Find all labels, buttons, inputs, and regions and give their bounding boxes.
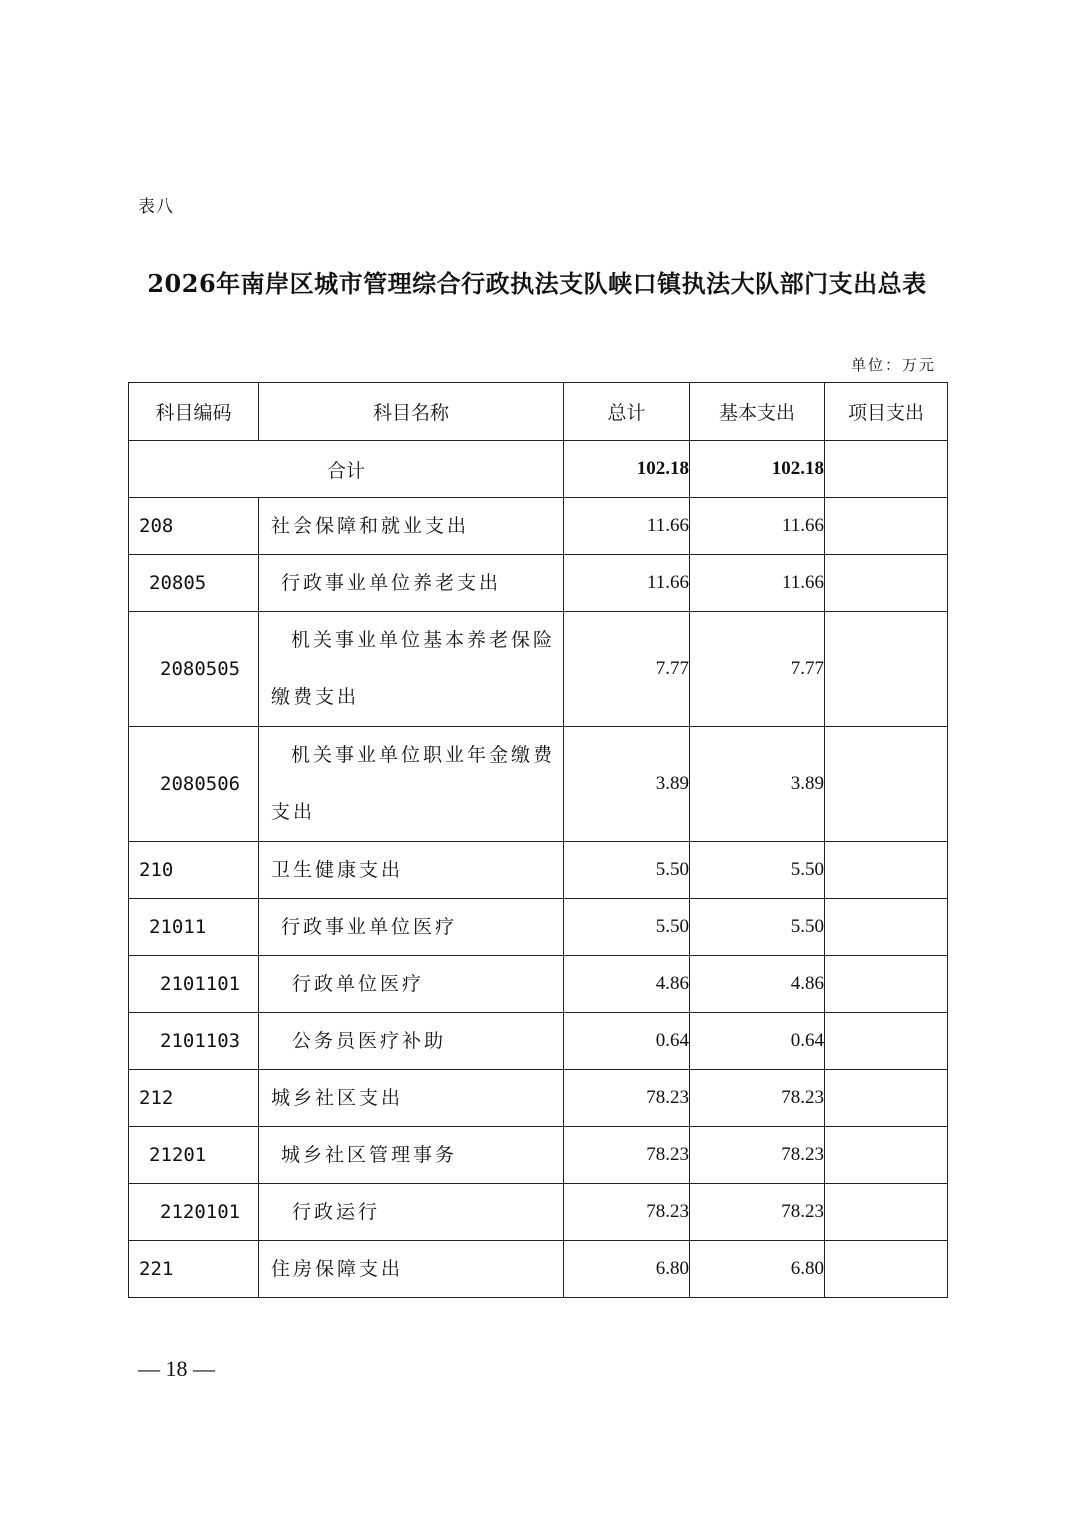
basic-cell: 4.86	[690, 956, 825, 1013]
code-cell: 221	[129, 1241, 259, 1298]
project-cell	[825, 498, 948, 555]
project-cell	[825, 956, 948, 1013]
table-label: 表八	[138, 197, 174, 217]
name-cell: 行政运行	[259, 1184, 564, 1241]
column-header-basic: 基本支出	[690, 383, 825, 441]
name-cell: 机关事业单位职业年金缴费支出	[259, 727, 564, 842]
total-cell: 0.64	[564, 1013, 690, 1070]
total-cell: 78.23	[564, 1070, 690, 1127]
name-cell: 城乡社区管理事务	[259, 1127, 564, 1184]
table-row	[129, 555, 948, 612]
total-cell: 3.89	[564, 727, 690, 842]
basic-cell: 6.80	[690, 1241, 825, 1298]
code-cell: 210	[129, 842, 259, 899]
project-cell	[825, 1070, 948, 1127]
table-row	[129, 1127, 948, 1184]
total-cell: 6.80	[564, 1241, 690, 1298]
code-cell: 208	[129, 498, 259, 555]
table-row	[129, 899, 948, 956]
code-cell: 2120101	[129, 1184, 259, 1241]
total-cell: 4.86	[564, 956, 690, 1013]
project-cell	[825, 612, 948, 727]
name-cell: 社会保障和就业支出	[259, 498, 564, 555]
project-cell	[825, 899, 948, 956]
basic-cell: 11.66	[690, 555, 825, 612]
table-row	[129, 612, 948, 727]
name-cell: 卫生健康支出	[259, 842, 564, 899]
project-cell	[825, 1241, 948, 1298]
table-row	[129, 498, 948, 555]
table-row	[129, 1184, 948, 1241]
total-cell: 78.23	[564, 1127, 690, 1184]
project-cell	[825, 727, 948, 842]
code-cell: 2080505	[129, 612, 259, 727]
column-header-total: 总计	[564, 383, 690, 441]
basic-cell: 78.23	[690, 1184, 825, 1241]
code-cell: 2080506	[129, 727, 259, 842]
project-cell	[825, 842, 948, 899]
code-cell: 21201	[129, 1127, 259, 1184]
name-cell: 行政事业单位医疗	[259, 899, 564, 956]
total-cell: 5.50	[564, 842, 690, 899]
column-header-code: 科目编码	[129, 383, 259, 441]
expenditure-table	[128, 382, 948, 1298]
name-cell: 住房保障支出	[259, 1241, 564, 1298]
name-cell: 机关事业单位基本养老保险缴费支出	[259, 612, 564, 727]
table-row	[129, 842, 948, 899]
table-row	[129, 1013, 948, 1070]
document-title: 2026年南岸区城市管理综合行政执法支队峡口镇执法大队部门支出总表	[147, 269, 927, 298]
total-row	[129, 441, 948, 498]
total-cell: 78.23	[564, 1184, 690, 1241]
name-cell: 行政事业单位养老支出	[259, 555, 564, 612]
page-number: — 18 —	[138, 1356, 215, 1381]
total-cell: 102.18	[564, 441, 690, 498]
basic-cell: 102.18	[690, 441, 825, 498]
basic-cell: 5.50	[690, 842, 825, 899]
total-cell: 11.66	[564, 498, 690, 555]
name-cell: 城乡社区支出	[259, 1070, 564, 1127]
project-cell	[825, 1127, 948, 1184]
header-row	[129, 383, 948, 441]
total-cell: 7.77	[564, 612, 690, 727]
name-cell: 公务员医疗补助	[259, 1013, 564, 1070]
table-row	[129, 1241, 948, 1298]
basic-cell: 0.64	[690, 1013, 825, 1070]
code-cell: 212	[129, 1070, 259, 1127]
table-row	[129, 727, 948, 842]
basic-cell: 78.23	[690, 1070, 825, 1127]
project-cell	[825, 1013, 948, 1070]
basic-cell: 3.89	[690, 727, 825, 842]
project-cell	[825, 441, 948, 498]
total-label: 合计	[129, 441, 564, 498]
basic-cell: 5.50	[690, 899, 825, 956]
column-header-name: 科目名称	[259, 383, 564, 441]
code-cell: 21011	[129, 899, 259, 956]
column-header-project: 项目支出	[825, 383, 948, 441]
table-row	[129, 1070, 948, 1127]
basic-cell: 7.77	[690, 612, 825, 727]
project-cell	[825, 555, 948, 612]
table-row	[129, 956, 948, 1013]
total-cell: 5.50	[564, 899, 690, 956]
basic-cell: 78.23	[690, 1127, 825, 1184]
code-cell: 20805	[129, 555, 259, 612]
project-cell	[825, 1184, 948, 1241]
total-cell: 11.66	[564, 555, 690, 612]
code-cell: 2101101	[129, 956, 259, 1013]
code-cell: 2101103	[129, 1013, 259, 1070]
basic-cell: 11.66	[690, 498, 825, 555]
unit-note: 单位：万元	[850, 356, 936, 374]
name-cell: 行政单位医疗	[259, 956, 564, 1013]
